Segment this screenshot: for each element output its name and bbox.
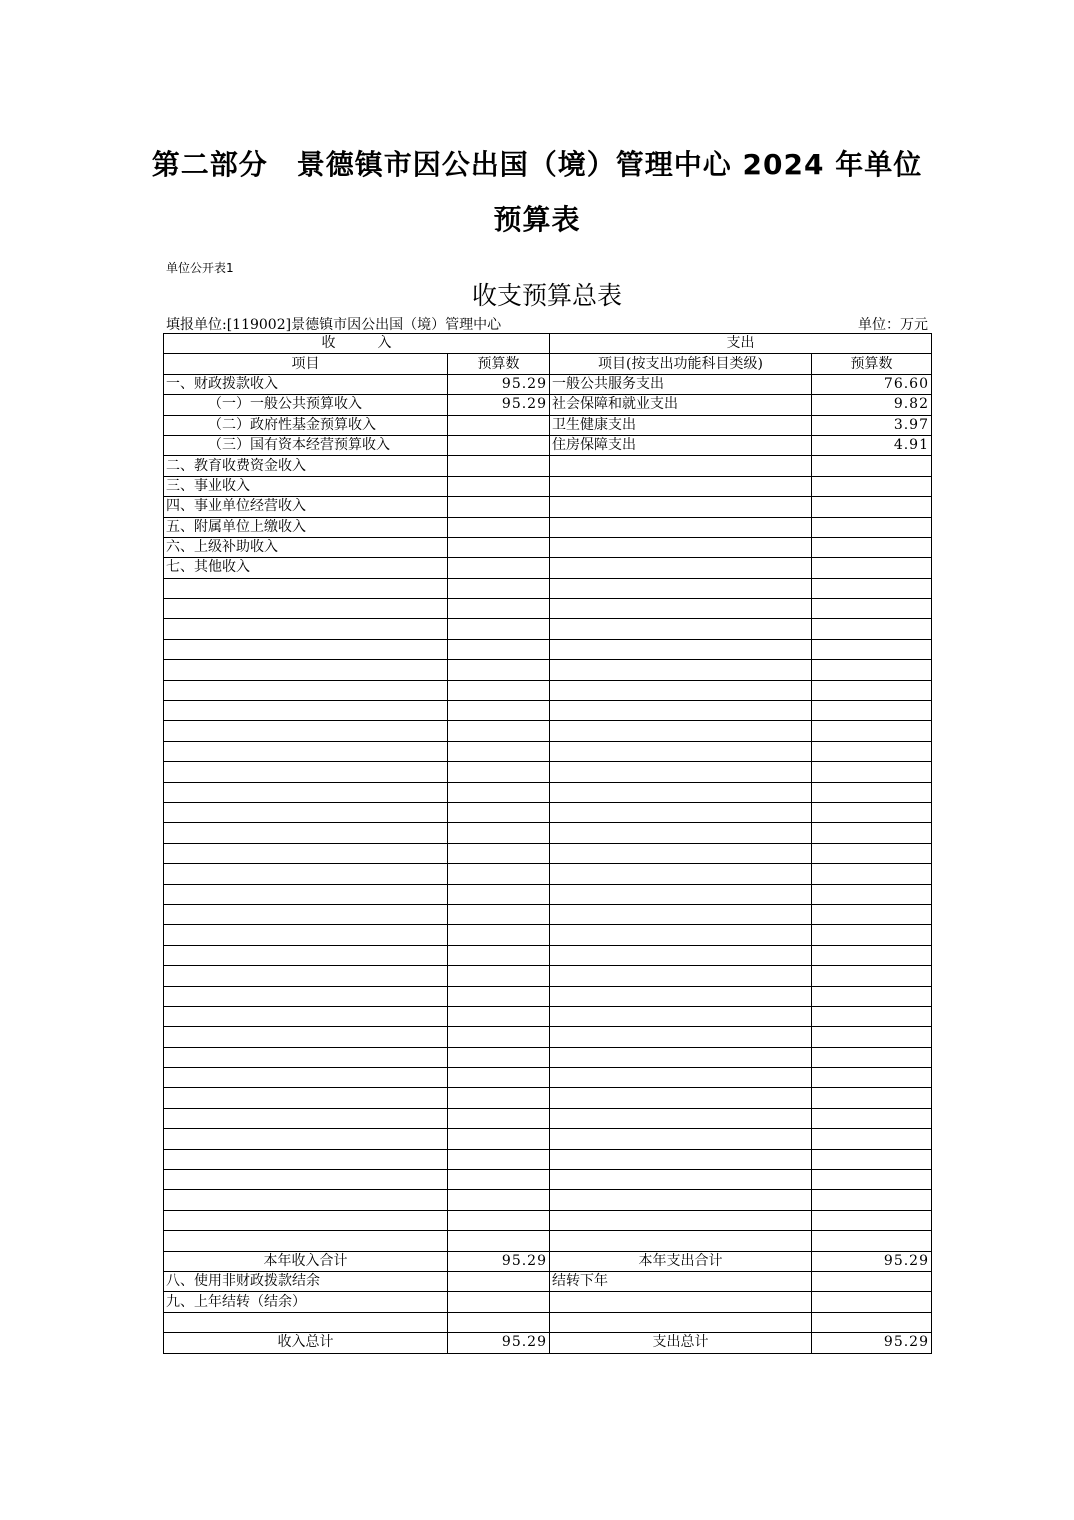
blank-cell: [812, 823, 932, 843]
blank-cell: [812, 1149, 932, 1169]
blank-cell: [550, 599, 812, 619]
blank-cell: [812, 1210, 932, 1230]
blank-cell: [550, 660, 812, 680]
page-title-line2: 预算表: [493, 203, 581, 236]
table-title: 收支预算总表: [471, 281, 622, 310]
blank-cell: [448, 1210, 550, 1230]
blank-cell: [164, 578, 448, 598]
blank-cell: [164, 1047, 448, 1067]
table-row: [164, 476, 932, 496]
row9-expense-value: [812, 1292, 932, 1312]
table-row: [164, 415, 932, 435]
blank-cell: [550, 966, 812, 986]
blank-cell: [812, 966, 932, 986]
blank-cell: [164, 986, 448, 1006]
blank-cell: [448, 1170, 550, 1190]
blank-cell: [812, 925, 932, 945]
row-8: [164, 1271, 932, 1291]
blank-cell: [812, 1047, 932, 1067]
blank-cell: [164, 843, 448, 863]
blank-cell: [812, 1068, 932, 1088]
blank-cell: [550, 782, 812, 802]
blank-cell: [448, 843, 550, 863]
budget-table: [163, 333, 932, 1354]
income-value: [448, 415, 550, 435]
expense-item: [550, 537, 812, 557]
blank-cell: [448, 599, 550, 619]
blank-cell: [550, 1006, 812, 1026]
blank-cell: [550, 802, 812, 822]
blank-row: [164, 741, 932, 761]
blank-cell: [164, 619, 448, 639]
blank-cell: [448, 884, 550, 904]
table-number: 单位公开表1: [166, 261, 234, 275]
blank-cell: [550, 1129, 812, 1149]
col-expense-item-header: 项目(按支出功能科目类级): [550, 354, 812, 374]
blank-row: [164, 1149, 932, 1169]
blank-cell: [550, 721, 812, 741]
blank-row: [164, 802, 932, 822]
blank-cell: [812, 864, 932, 884]
expense-item: [550, 476, 812, 496]
blank-cell: [812, 1170, 932, 1190]
blank-cell: [812, 782, 932, 802]
blank-cell: [812, 762, 932, 782]
blank-cell: [448, 1231, 550, 1251]
blank-row: [164, 1210, 932, 1230]
blank-row: [164, 782, 932, 802]
blank-cell: [448, 1129, 550, 1149]
expense-item: 社会保障和就业支出: [550, 395, 812, 415]
expense-value: 3.97: [812, 415, 932, 435]
blank-cell: [448, 802, 550, 822]
blank-row: [164, 945, 932, 965]
page-title-line1: 第二部分 景德镇市因公出国（境）管理中心 2024 年单位: [151, 148, 923, 181]
blank-cell: [550, 1149, 812, 1169]
expense-value: [812, 497, 932, 517]
grand-expense-label: 支出总计: [550, 1333, 812, 1353]
income-header: 收 入: [164, 334, 550, 354]
col-budget-header: 预算数: [448, 354, 550, 374]
blank-cell: [448, 1006, 550, 1026]
blank-row: [164, 925, 932, 945]
blank-cell: [550, 1210, 812, 1230]
blank-cell: [164, 1231, 448, 1251]
blank-cell: [164, 599, 448, 619]
blank-cell: [550, 1312, 812, 1332]
blank-cell: [164, 1129, 448, 1149]
expense-value: 4.91: [812, 435, 932, 455]
income-item: 二、教育收费资金收入: [164, 456, 448, 476]
blank-row: [164, 599, 932, 619]
income-item: （三）国有资本经营预算收入: [164, 435, 448, 455]
blank-cell: [812, 802, 932, 822]
blank-cell: [448, 1047, 550, 1067]
total-year-income-label: 本年收入合计: [164, 1251, 448, 1271]
income-value: 95.29: [448, 374, 550, 394]
blank-cell: [550, 619, 812, 639]
income-item: 三、事业收入: [164, 476, 448, 496]
expense-value: [812, 476, 932, 496]
blank-cell: [448, 1088, 550, 1108]
blank-cell: [164, 639, 448, 659]
blank-cell: [164, 1149, 448, 1169]
blank-row: [164, 1170, 932, 1190]
income-item: 六、上级补助收入: [164, 537, 448, 557]
blank-row: [164, 660, 932, 680]
blank-cell: [448, 925, 550, 945]
expense-value: [812, 517, 932, 537]
blank-row: [164, 904, 932, 924]
blank-cell: [550, 1088, 812, 1108]
table-row: [164, 435, 932, 455]
blank-row: [164, 639, 932, 659]
income-value: [448, 497, 550, 517]
blank-cell: [550, 1170, 812, 1190]
blank-cell: [164, 660, 448, 680]
blank-row: [164, 864, 932, 884]
blank-cell: [164, 762, 448, 782]
blank-cell: [164, 1312, 448, 1332]
blank-row: [164, 619, 932, 639]
blank-row: [164, 1006, 932, 1026]
blank-cell: [812, 884, 932, 904]
blank-cell: [448, 701, 550, 721]
row9-label: 九、上年结转（结余）: [164, 1292, 448, 1312]
blank-cell: [164, 782, 448, 802]
blank-cell: [812, 945, 932, 965]
blank-row: [164, 701, 932, 721]
blank-cell: [812, 578, 932, 598]
grand-income-label: 收入总计: [164, 1333, 448, 1353]
row9-value: [448, 1292, 550, 1312]
grand-total-row: [164, 1333, 932, 1353]
blank-cell: [550, 578, 812, 598]
blank-cell: [550, 986, 812, 1006]
blank-cell: [164, 1006, 448, 1026]
table-row: [164, 456, 932, 476]
blank-cell: [550, 1027, 812, 1047]
blank-cell: [164, 925, 448, 945]
blank-cell: [164, 1108, 448, 1128]
income-item: 七、其他收入: [164, 558, 448, 578]
blank-cell: [164, 864, 448, 884]
blank-cell: [448, 904, 550, 924]
expense-item: [550, 497, 812, 517]
blank-cell: [550, 1190, 812, 1210]
income-item: 四、事业单位经营收入: [164, 497, 448, 517]
blank-cell: [812, 843, 932, 863]
blank-cell: [812, 1231, 932, 1251]
blank-cell: [164, 1088, 448, 1108]
blank-cell: [448, 1149, 550, 1169]
expense-item: [550, 558, 812, 578]
blank-cell: [164, 1210, 448, 1230]
blank-cell: [164, 884, 448, 904]
blank-cell: [164, 966, 448, 986]
grand-income-value: 95.29: [448, 1333, 550, 1353]
blank-cell: [164, 1170, 448, 1190]
income-value: [448, 476, 550, 496]
blank-cell: [448, 639, 550, 659]
header-row-1: [164, 334, 932, 354]
income-value: [448, 456, 550, 476]
expense-item: 卫生健康支出: [550, 415, 812, 435]
blank-cell: [550, 945, 812, 965]
blank-cell: [550, 1068, 812, 1088]
blank-cell: [448, 721, 550, 741]
blank-cell: [812, 619, 932, 639]
table-row: [164, 497, 932, 517]
blank-cell: [812, 1108, 932, 1128]
blank-cell: [448, 619, 550, 639]
blank-cell: [550, 1231, 812, 1251]
blank-cell: [448, 986, 550, 1006]
blank-cell: [448, 1312, 550, 1332]
blank-cell: [812, 701, 932, 721]
blank-row: [164, 986, 932, 1006]
blank-cell: [164, 1190, 448, 1210]
blank-cell: [812, 639, 932, 659]
blank-row: [164, 1088, 932, 1108]
blank-cell: [812, 1027, 932, 1047]
blank-cell: [550, 925, 812, 945]
table-row: [164, 537, 932, 557]
blank-cell: [448, 823, 550, 843]
income-value: [448, 517, 550, 537]
blank-cell: [448, 762, 550, 782]
blank-row: [164, 1129, 932, 1149]
blank-row: [164, 966, 932, 986]
blank-cell: [164, 741, 448, 761]
col-expense-budget-header: 预算数: [812, 354, 932, 374]
row9-expense: [550, 1292, 812, 1312]
expense-item: 住房保障支出: [550, 435, 812, 455]
blank-cell: [164, 823, 448, 843]
blank-cell: [164, 680, 448, 700]
table-row: [164, 374, 932, 394]
blank-cell: [550, 884, 812, 904]
blank-cell: [550, 904, 812, 924]
income-item: 五、附属单位上缴收入: [164, 517, 448, 537]
grand-expense-value: 95.29: [812, 1333, 932, 1353]
blank-cell: [812, 599, 932, 619]
income-value: 95.29: [448, 395, 550, 415]
blank-cell: [448, 1108, 550, 1128]
blank-cell: [550, 1047, 812, 1067]
expense-item: 一般公共服务支出: [550, 374, 812, 394]
expense-header: 支出: [550, 334, 932, 354]
blank-row: [164, 823, 932, 843]
blank-row: [164, 1068, 932, 1088]
blank-cell: [812, 1088, 932, 1108]
income-value: [448, 558, 550, 578]
expense-item: [550, 517, 812, 537]
blank-cell: [550, 864, 812, 884]
blank-cell: [448, 680, 550, 700]
blank-cell: [448, 1190, 550, 1210]
blank-cell: [448, 578, 550, 598]
blank-cell: [812, 1006, 932, 1026]
blank-row: [164, 721, 932, 741]
blank-cell: [448, 945, 550, 965]
blank-row: [164, 762, 932, 782]
blank-cell: [812, 660, 932, 680]
blank-cell: [812, 680, 932, 700]
blank-row: [164, 680, 932, 700]
blank-cell: [550, 843, 812, 863]
blank-row: [164, 1047, 932, 1067]
blank-cell: [812, 904, 932, 924]
blank-cell: [164, 721, 448, 741]
row-9: [164, 1292, 932, 1312]
blank-cell: [812, 1190, 932, 1210]
income-value: [448, 537, 550, 557]
blank-cell: [448, 966, 550, 986]
blank-cell: [164, 802, 448, 822]
total-year-row: [164, 1251, 932, 1271]
blank-cell: [550, 823, 812, 843]
blank-cell: [164, 1068, 448, 1088]
total-year-expense-label: 本年支出合计: [550, 1251, 812, 1271]
income-item: （一）一般公共预算收入: [164, 395, 448, 415]
blank-cell: [448, 1027, 550, 1047]
income-item: 一、财政拨款收入: [164, 374, 448, 394]
expense-value: [812, 537, 932, 557]
blank-cell: [550, 741, 812, 761]
blank-cell: [164, 1027, 448, 1047]
blank-row: [164, 1027, 932, 1047]
carry-next-label: 结转下年: [550, 1271, 812, 1291]
blank-cell: [448, 660, 550, 680]
blank-row: [164, 578, 932, 598]
blank-cell: [812, 1312, 932, 1332]
blank-cell: [550, 1108, 812, 1128]
blank-cell: [448, 782, 550, 802]
blank-cell: [812, 986, 932, 1006]
blank-cell: [164, 904, 448, 924]
total-year-income-value: 95.29: [448, 1251, 550, 1271]
blank-row: [164, 843, 932, 863]
row8-value: [448, 1271, 550, 1291]
col-item-header: 项目: [164, 354, 448, 374]
table-row: [164, 558, 932, 578]
income-item: （二）政府性基金预算收入: [164, 415, 448, 435]
blank-cell: [812, 1129, 932, 1149]
blank-cell: [812, 741, 932, 761]
income-value: [448, 435, 550, 455]
header-row-2: [164, 354, 932, 374]
carry-next-value: [812, 1271, 932, 1291]
expense-item: [550, 456, 812, 476]
blank-cell: [550, 762, 812, 782]
expense-value: [812, 558, 932, 578]
blank-row: [164, 1190, 932, 1210]
blank-cell: [550, 639, 812, 659]
total-year-expense-value: 95.29: [812, 1251, 932, 1271]
blank-row: [164, 1312, 932, 1332]
reporting-unit: 填报单位:[119002]景德镇市因公出国（境）管理中心: [166, 317, 502, 333]
row8-label: 八、使用非财政拨款结余: [164, 1271, 448, 1291]
expense-value: 9.82: [812, 395, 932, 415]
blank-cell: [448, 864, 550, 884]
table-row: [164, 517, 932, 537]
blank-row: [164, 1108, 932, 1128]
expense-value: 76.60: [812, 374, 932, 394]
blank-cell: [448, 741, 550, 761]
blank-cell: [164, 945, 448, 965]
currency-unit: 单位：万元: [858, 317, 928, 333]
blank-cell: [812, 721, 932, 741]
blank-row: [164, 884, 932, 904]
blank-cell: [448, 1068, 550, 1088]
blank-row: [164, 1231, 932, 1251]
blank-cell: [164, 701, 448, 721]
blank-cell: [550, 701, 812, 721]
blank-cell: [550, 680, 812, 700]
expense-value: [812, 456, 932, 476]
table-row: [164, 395, 932, 415]
